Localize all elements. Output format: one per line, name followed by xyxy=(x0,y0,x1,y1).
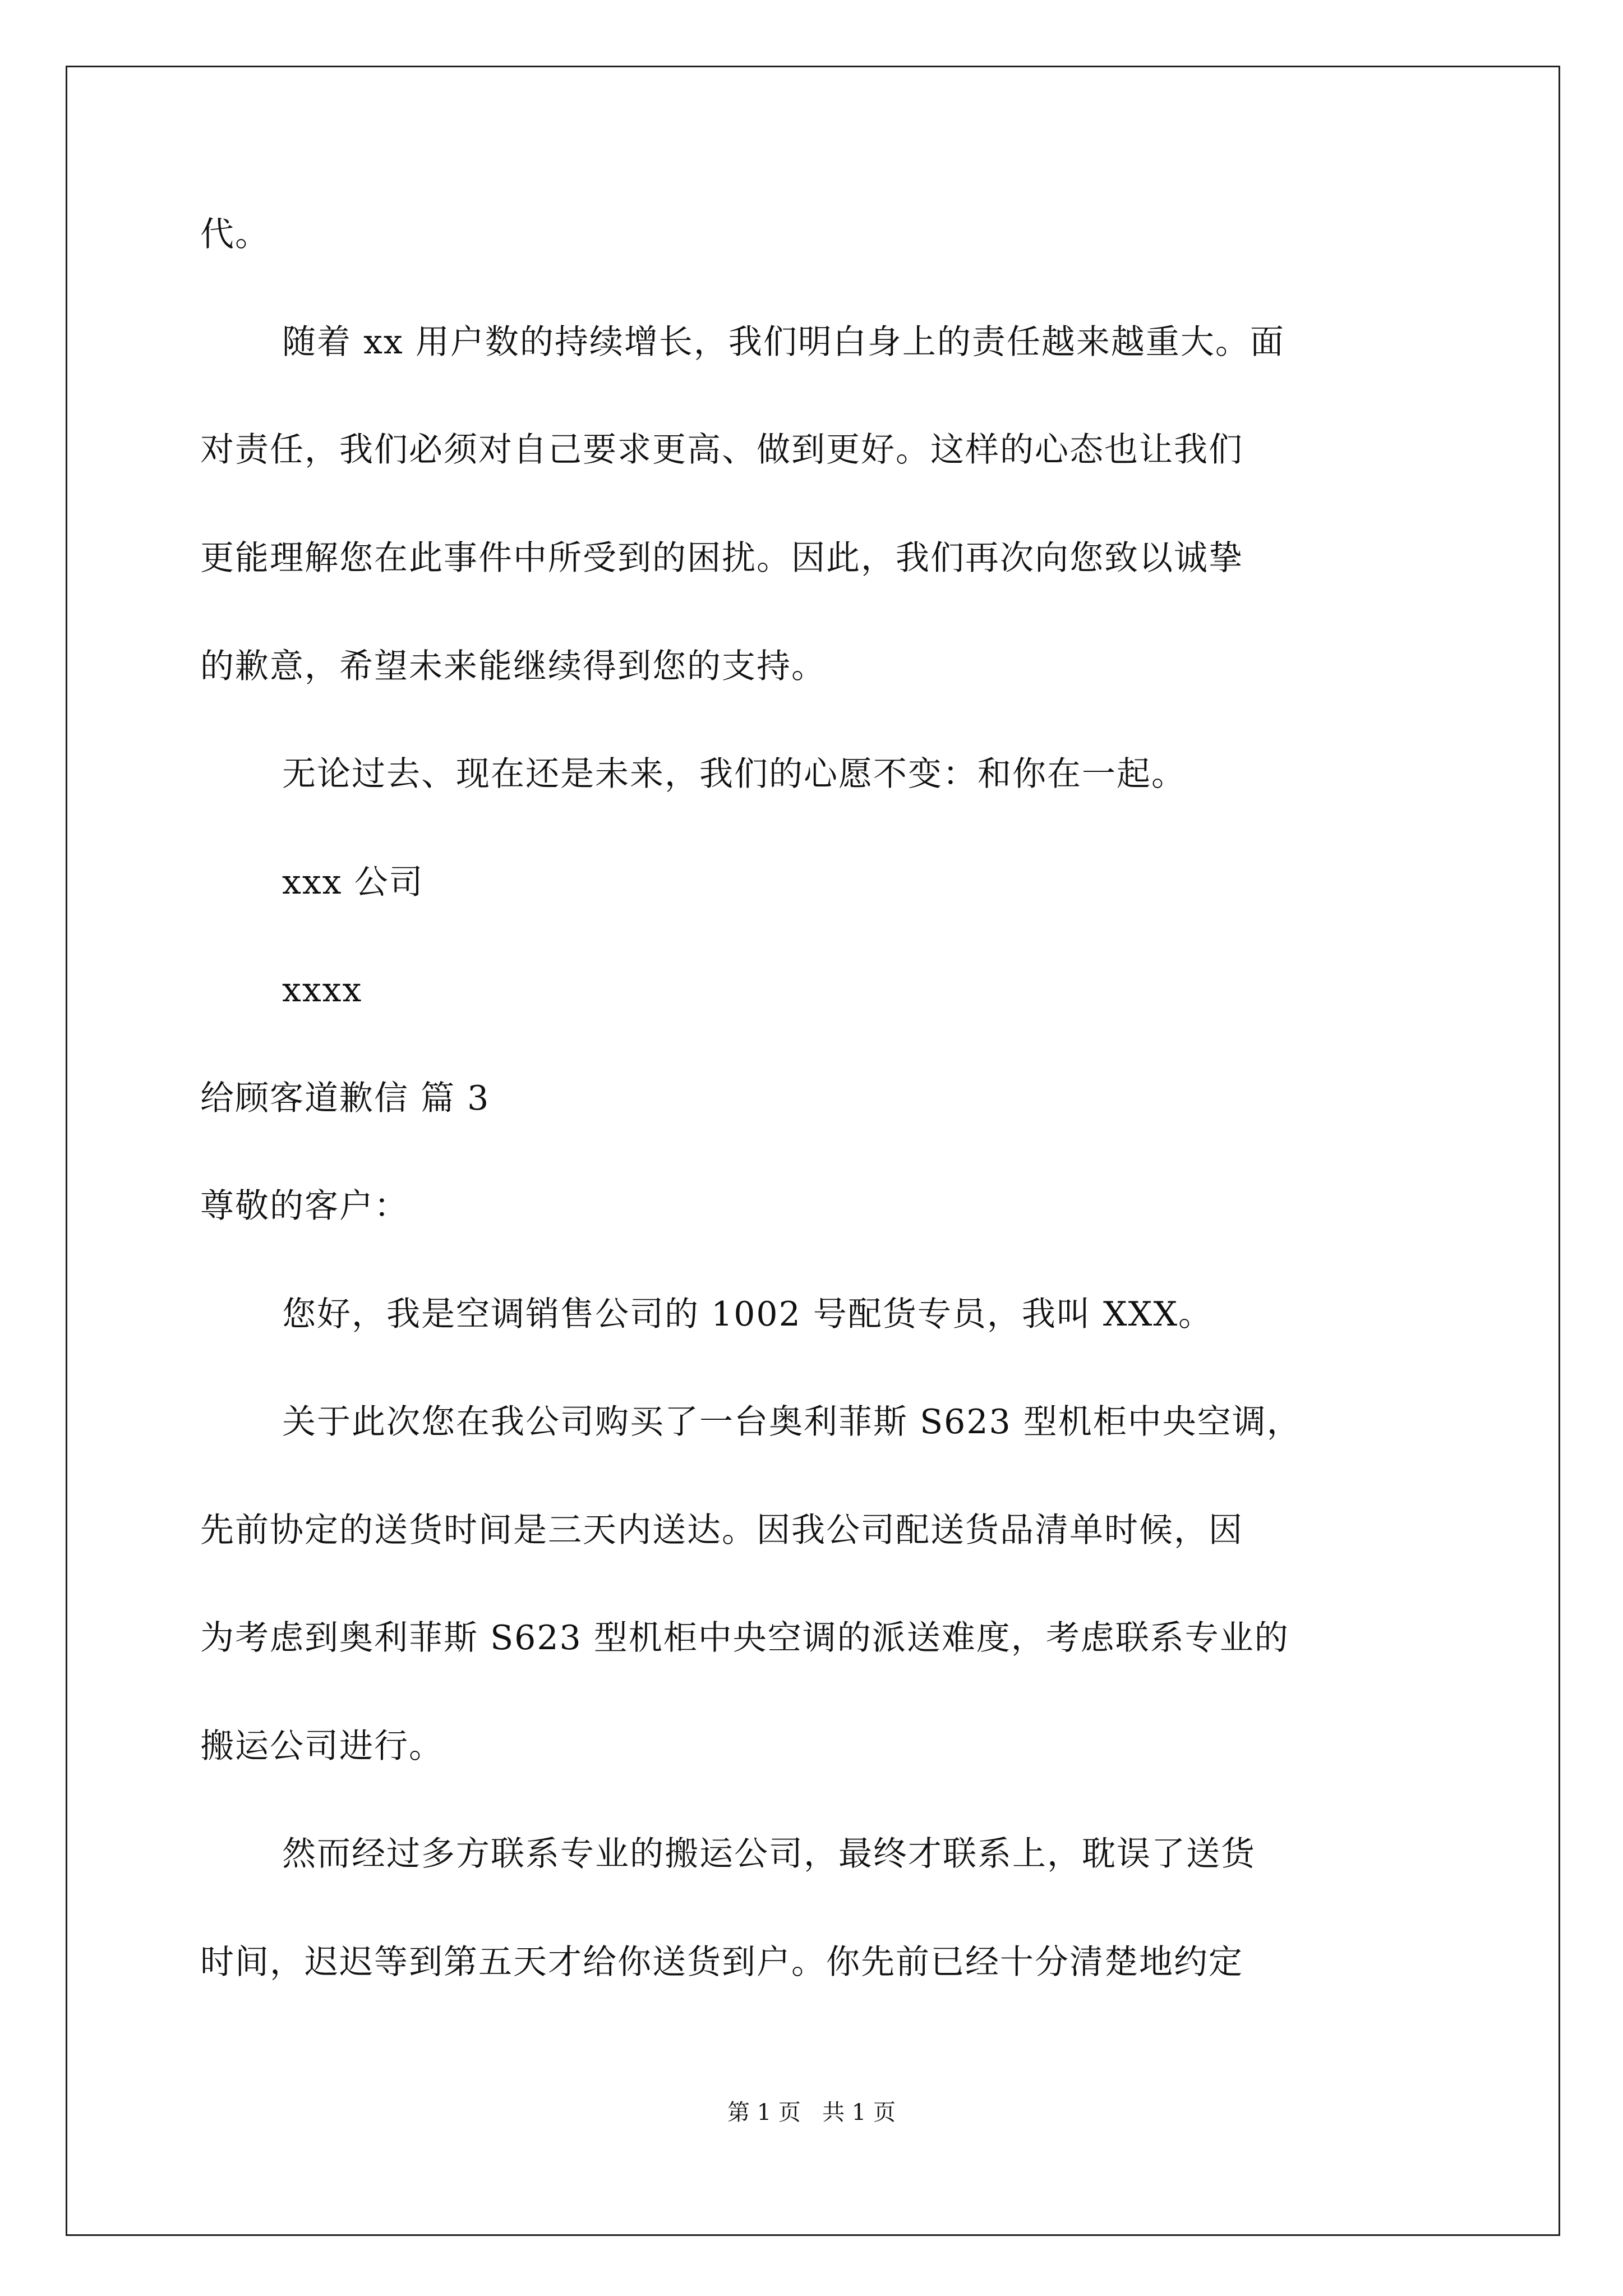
paragraph-line: 对责任，我们必须对自己要求更高、做到更好。这样的心态也让我们 xyxy=(200,430,1243,470)
salutation: 尊敬的客户： xyxy=(200,1186,409,1226)
paragraph-line: 您好，我是空调销售公司的 1002 号配货专员，我叫 XXX。 xyxy=(282,1295,1214,1334)
paragraph-line: 的歉意，希望未来能继续得到您的支持。 xyxy=(200,647,826,686)
paragraph-line: 时间，迟迟等到第五天才给你送货到户。你先前已经十分清楚地约定 xyxy=(200,1943,1243,1982)
page-footer: 第 1 页 共 1 页 xyxy=(727,2100,896,2125)
page-border xyxy=(66,66,1560,2236)
paragraph-line: 关于此次您在我公司购买了一台奥利菲斯 S623 型机柜中央空调， xyxy=(282,1402,1302,1442)
paragraph-line: 随着 xx 用户数的持续增长，我们明白身上的责任越来越重大。面 xyxy=(282,323,1285,362)
signature-date: xxxx xyxy=(282,970,363,1010)
paragraph-line: 先前协定的送货时间是三天内送达。因我公司配送货品清单时候，因 xyxy=(200,1511,1243,1550)
paragraph-line: 为考虑到奥利菲斯 S623 型机柜中央空调的派送难度，考虑联系专业的 xyxy=(200,1618,1289,1658)
paragraph-line: 然而经过多方联系专业的搬运公司，最终才联系上，耽误了送货 xyxy=(282,1834,1256,1874)
paragraph-line: 搬运公司进行。 xyxy=(200,1727,444,1766)
paragraph-line: 无论过去、现在还是未来，我们的心愿不变：和你在一起。 xyxy=(282,754,1186,794)
signature-company: xxx 公司 xyxy=(282,863,424,902)
section-heading: 给顾客道歉信 篇 3 xyxy=(200,1079,490,1118)
paragraph-line: 代。 xyxy=(200,215,270,254)
paragraph-line: 更能理解您在此事件中所受到的困扰。因此，我们再次向您致以诚挚 xyxy=(200,539,1243,578)
